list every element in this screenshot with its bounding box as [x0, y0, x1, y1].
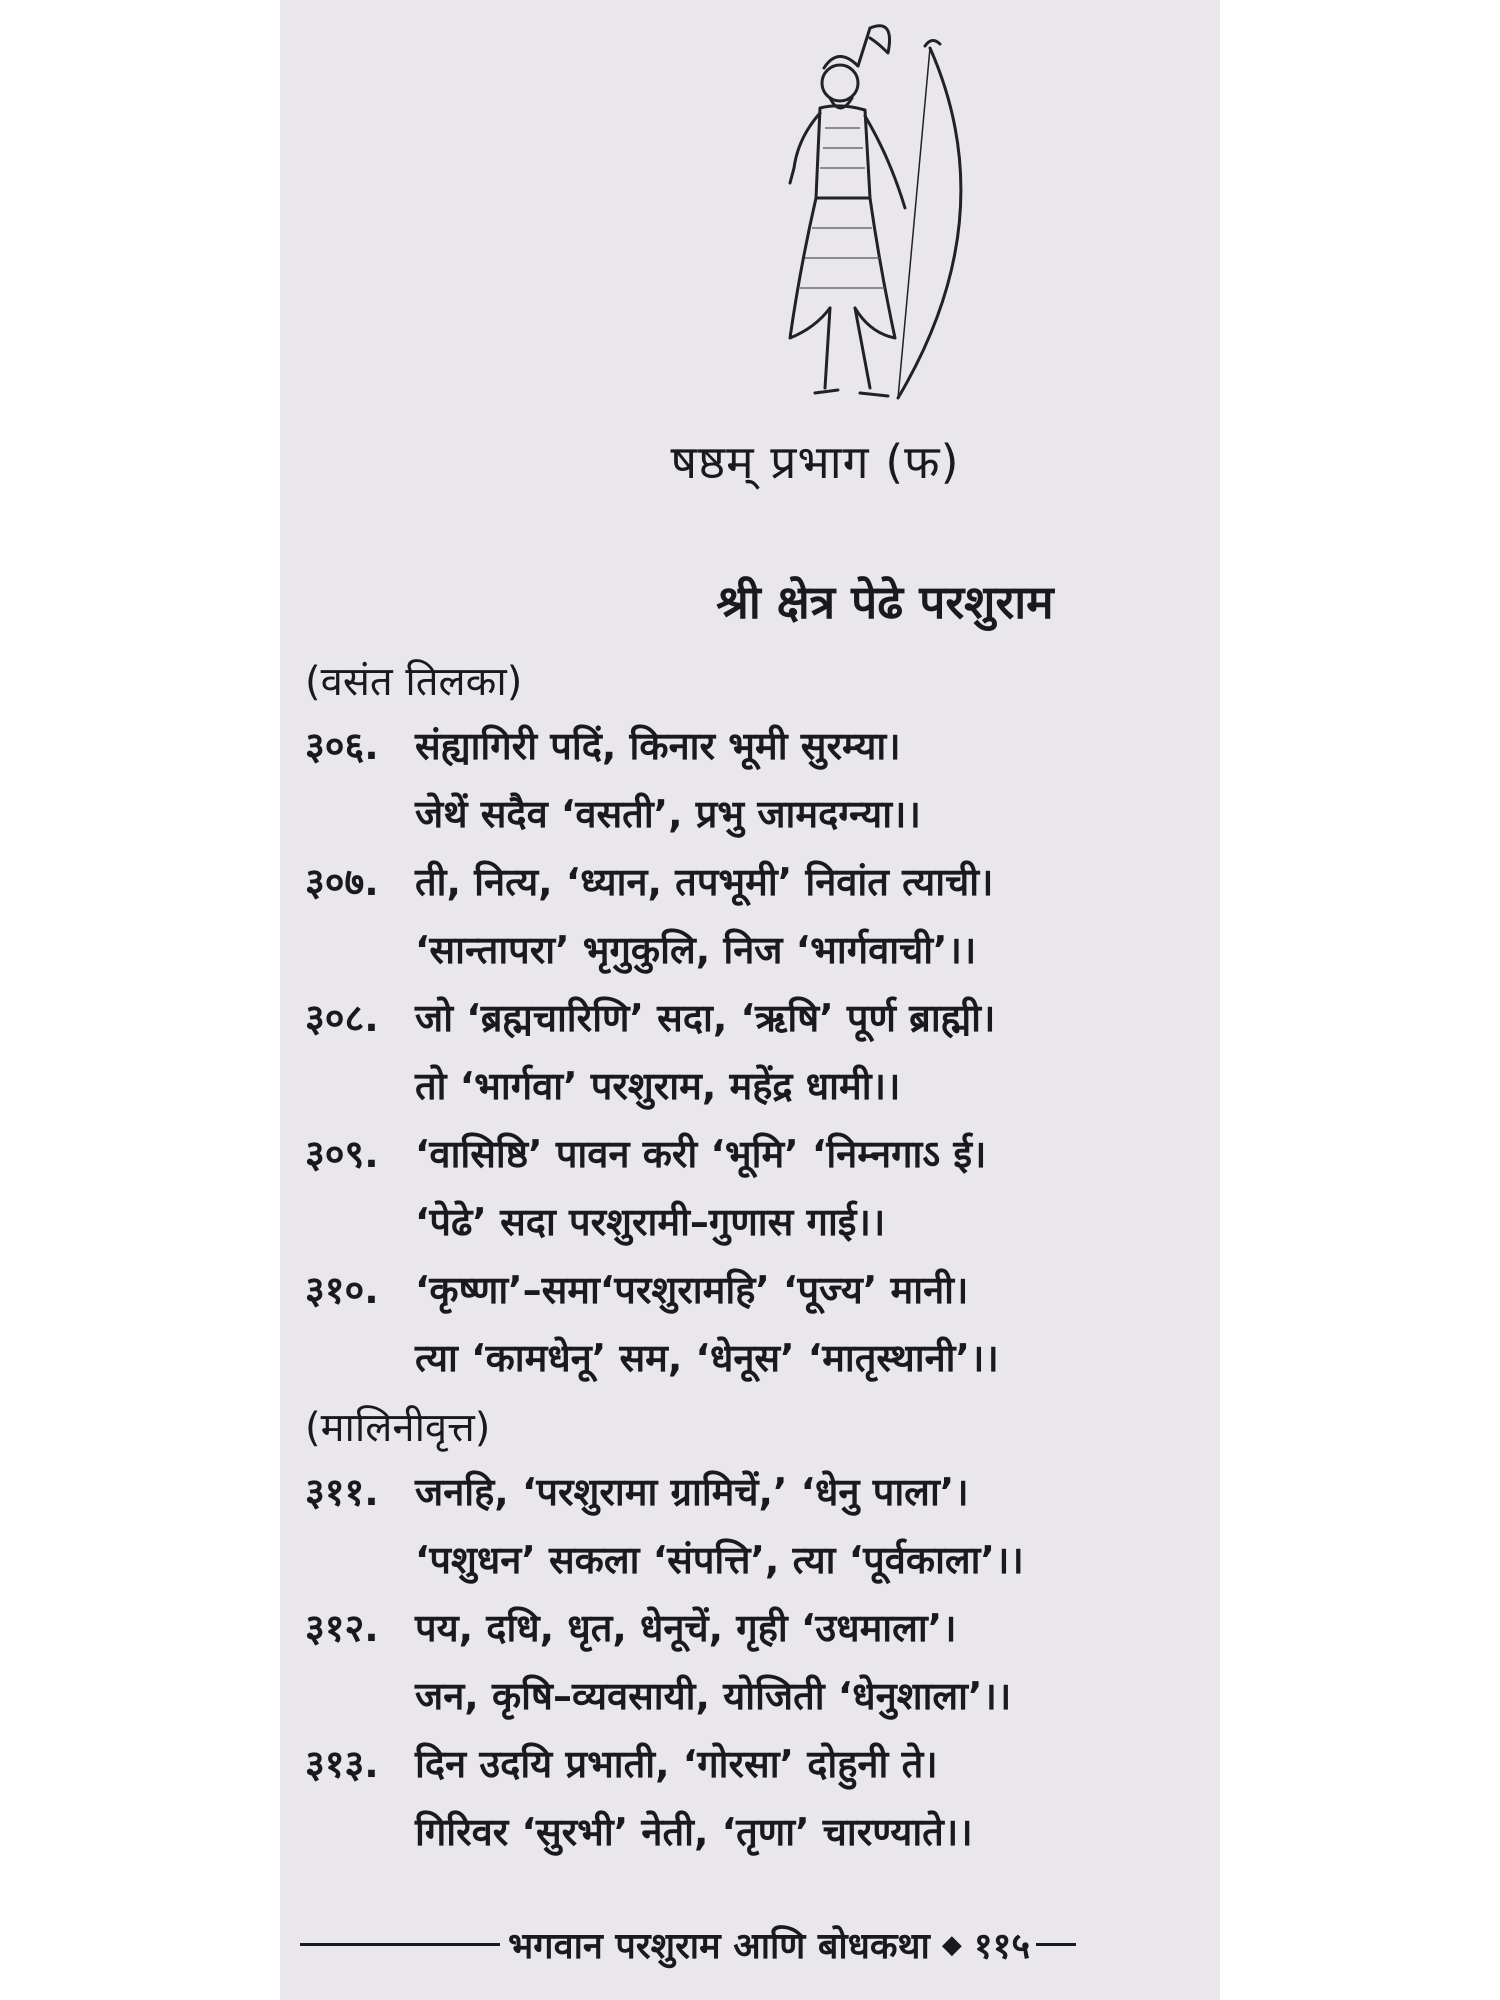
verse-line: संह्यागिरी पदिं, किनार भूमी सुरम्या।: [415, 724, 901, 768]
verse-line: जेथें सदैव ‘वसती’, प्रभु जामदग्न्या।।: [415, 792, 921, 836]
verse: [305, 712, 921, 848]
verse: [305, 1730, 973, 1866]
verse-number: ३१२.: [305, 1606, 379, 1650]
verse: [305, 848, 993, 984]
verse-line: ‘वासिष्ठि’ पावन करी ‘भूमि’ ‘निम्नगाऽ ई।: [415, 1132, 987, 1176]
verse-line: ‘कृष्णा’–समा‘परशुरामहि’ ‘पूज्य’ मानी।: [415, 1268, 969, 1312]
verse: [305, 1256, 999, 1392]
page-number: ११५: [973, 1926, 1031, 1967]
verse-line: जन, कृषि–व्यवसायी, योजिती ‘धेनुशाला’।।: [415, 1674, 1012, 1718]
diamond-icon: ◆: [941, 1929, 962, 1960]
verse: [305, 1594, 1011, 1730]
verse-line: जो ‘ब्रह्मचारिणि’ सदा, ‘ऋषि’ पूर्ण ब्राह्मी।: [415, 996, 996, 1040]
place-title: श्री क्षेत्र पेढे परशुराम: [716, 575, 1054, 629]
verse-line: ती, नित्य, ‘ध्यान, तपभूमी’ निवांत त्याची।: [415, 860, 994, 904]
verse: [305, 1458, 1024, 1594]
verse: [305, 1120, 986, 1256]
footer-rule: [1036, 1943, 1076, 1946]
verse-line: ‘पशुधन’ सकला ‘संपत्ति’, त्या ‘पूर्वकाला’।।: [415, 1538, 1024, 1582]
verse-number: ३१०.: [305, 1268, 379, 1312]
verse-number: ३०६.: [305, 724, 379, 768]
verse-number: ३११.: [305, 1470, 379, 1514]
meter-label-malini: (मालिनीवृत्त): [305, 1405, 491, 1451]
book-page: [280, 0, 1220, 2000]
verse-number: ३०९.: [305, 1132, 379, 1176]
verse-line: पय, दधि, धृत, धेनूचें, गृही ‘उधमाला’।: [415, 1606, 957, 1650]
parashurama-illustration: [720, 8, 1020, 418]
verse-line: त्या ‘कामधेनू’ सम, ‘धेनूस’ ‘मातृस्थानी’।।: [415, 1336, 999, 1380]
page-footer: [300, 1920, 1220, 1969]
verse-line: तो ‘भार्गवा’ परशुराम, महेंद्र धामी।।: [415, 1064, 901, 1108]
section-title: षष्ठम् प्रभाग (फ): [670, 435, 960, 489]
verse: [305, 984, 995, 1120]
verse-number: ३०८.: [305, 996, 379, 1040]
verse-line: ‘पेढे’ सदा परशुरामी–गुणास गाई।।: [415, 1200, 886, 1244]
verse-line: गिरिवर ‘सुरभी’ नेती, ‘तृणा’ चारण्याते।।: [415, 1810, 973, 1854]
meter-label-vasant-tilaka: (वसंत तिलका): [305, 659, 523, 705]
footer-rule: [300, 1943, 500, 1946]
verse-line: ‘सान्तापरा’ भृगुकुलि, निज ‘भार्गवाची’।।: [415, 928, 977, 972]
verse-number: ३१३.: [305, 1742, 379, 1786]
verse-line: जनहि, ‘परशुरामा ग्रामिचें,’ ‘धेनु पाला’।: [415, 1470, 969, 1514]
book-title: भगवान परशुराम आणि बोधकथा: [508, 1926, 930, 1967]
verse-number: ३०७.: [305, 860, 379, 904]
verse-line: दिन उदयि प्रभाती, ‘गोरसा’ दोहुनी ते।: [415, 1742, 938, 1786]
